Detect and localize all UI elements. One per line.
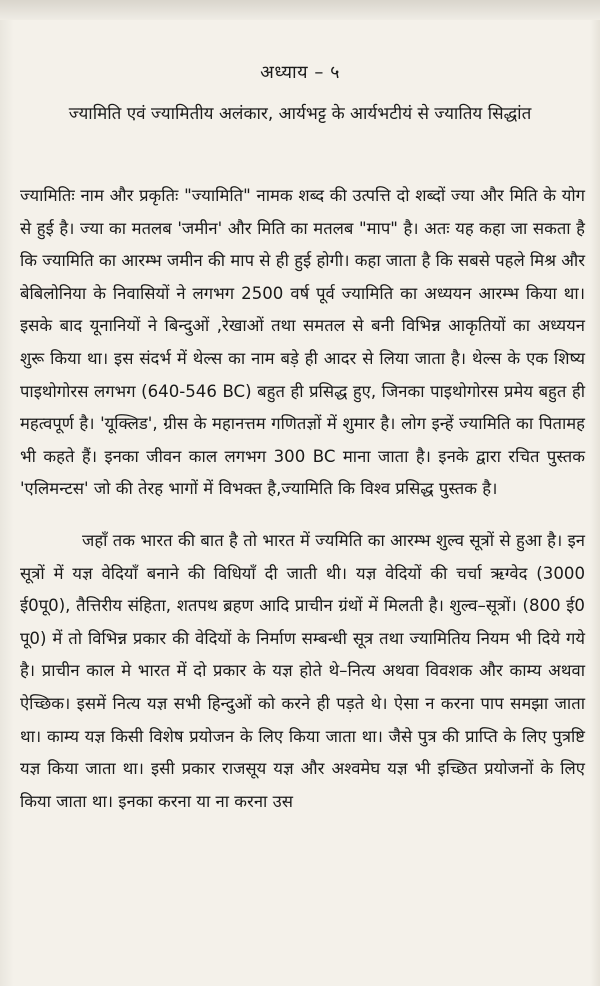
- body-text: [20, 180, 585, 818]
- page-top-edge: [0, 0, 600, 20]
- chapter-title: ज्यामिति एवं ज्यामितीय अलंकार, आर्यभट्ट के आर्यभटीयं से ज्यातिय सिद्धांत: [68, 104, 532, 124]
- paragraph-india-geometry: जहाँ तक भारत की बात है तो भारत में ज्यमिति का आरम्भ शुल्व सूत्रों से हुआ है। इन सूत्रों में यज्ञ वेदियाँ बनाने की विधियाँ दी जाती थी। यज्ञ वेदियों की चर्चा ऋग्वेद (3000 ई0पू0), तैत्तिरीय संहिता, शतपथ ब्रहण आदि प्राचीन ग्रंथों में मिलती है। शुल्व–सूत्रों। (800 ई0 पू0) में तो विभिन्न प्रकार की वेदियों के निर्माण सम्बन्धी सूत्र तथा ज्यामितिय नियम भी दिये गये है। प्राचीन काल मे भारत में दो प्रकार के यज्ञ होते थे–नित्य अथवा विवशक और काम्य अथवा ऐच्छिक। इसमें नित्य यज्ञ सभी हिन्दुओं को करने ही पड़ते थे। ऐसा न करना पाप समझा जाता था। काम्य यज्ञ किसी विशेष प्रयोजन के लिए किया जाता था। जैसे पुत्र की प्राप्ति के लिए पुत्रष्टि यज्ञ किया जाता था। इसी प्रकार राजसूय यज्ञ और अश्वमेघ यज्ञ भी इच्छित प्रयोजनों के लिए किया जाता था। इनका करना या ना करना उस: [20, 530, 585, 811]
- chapter-heading: अध्याय – ५: [260, 62, 340, 83]
- paragraph-geometry-origin: ज्यामितिः नाम और प्रकृतिः "ज्यामिति" नामक शब्द की उत्पत्ति दो शब्दों ज्या और मिति के योग से हुई है। ज्या का मतलब 'जमीन' और मिति का मतलब "माप" है। अतः यह कहा जा सकता है कि ज्यामिति का आरम्भ जमीन की माप से ही हुई होगी। कहा जाता है कि सबसे पहले मिश्र और बेबिलोनिया के निवासियों ने लगभग 2500 वर्ष पूर्व ज्यामिति का अध्ययन आरम्भ किया था। इसके बाद यूनानियों ने बिन्दुओं ,रेखाओं तथा समतल से बनी विभिन्न आकृतियों का अध्ययन शुरू किया था। इस संदर्भ में थेल्स का नाम बड़े ही आदर से लिया जाता है। थेल्स के एक शिष्य पाइथोगोरस लगभग (640-546 BC) बहुत ही प्रसिद्ध हुए, जिनका पाइथोगोरस प्रमेय बहुत ही महत्वपूर्ण है। 'यूक्लिड', ग्रीस के महानत्तम गणितज्ञों में शुमार है। लोग इन्हें ज्यामिति का पितामह भी कहते हैं। इनका जीवन काल लगभग 300 BC माना जाता है। इनके द्वारा रचित पुस्तक 'एलिमन्टस' जो की तेरह भागों में विभक्त है,ज्यामिति कि विश्व प्रसिद्ध पुस्तक है।: [20, 186, 585, 499]
